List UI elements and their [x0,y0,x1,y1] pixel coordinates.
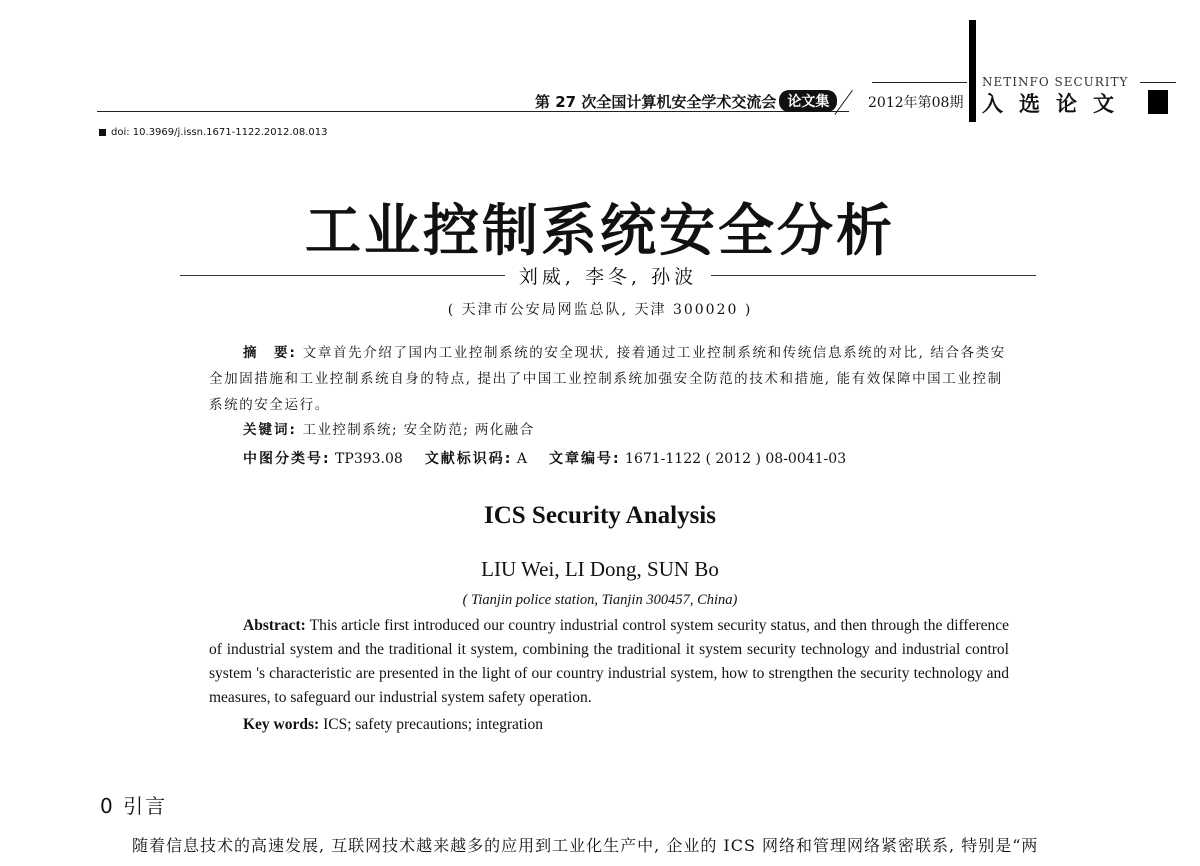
issue-number: 2012年第08期 [868,95,964,111]
document-code [425,448,527,468]
keywords-en [243,716,543,734]
header-rule-far-right [1140,82,1176,83]
keywords-en-text: ICS; safety precautions; integration [319,716,544,733]
doc-code-label: 文献标识码: [424,451,513,467]
keywords-cn [243,418,534,438]
classification-line [243,448,846,468]
clc-number [243,448,403,468]
authors-rule-left [180,275,505,276]
affiliation-cn: ( 天津市公安局网监总队, 天津 300020 ) [447,302,753,318]
conference-title: 第 27 次全国计算机安全学术交流会 [535,92,777,111]
clc-value: TP393.08 [330,451,403,467]
journal-brand: NETINFO SECURITY [982,75,1129,89]
section-heading: 0 引言 [100,794,168,818]
keywords-cn-text: 工业控制系统; 安全防范; 两化融合 [296,422,535,438]
authors-rule-right [711,275,1036,276]
doi-text: doi: 10.3969/j.issn.1671-1122.2012.08.013 [111,127,328,138]
header-vertical-bar [969,20,976,122]
paper-title-cn: 工业控制系统安全分析 [305,198,895,264]
abstract-cn [209,340,1009,418]
affiliation-en: ( Tianjin police station, Tianjin 300457, China) [462,592,738,608]
conference-name [535,90,837,112]
conference-badge: 论文集 [779,90,837,112]
section-label: 入选论文 [982,92,1130,116]
authors-row-cn [180,262,1036,289]
authors-cn: 刘威, 李冬, 孙波 [518,266,698,288]
abstract-cn-text: 文章首先介绍了国内工业控制系统的安全现状, 接着通过工业控制系统和传统信息系统的对比, 结合各类安全加固措施和工业控制系统自身的特点, 提出了中国工业控制系统加强安全防范的技术和措施, 能有效保障中国工业控制系统的安全运行。 [209,345,1006,413]
paper-title-en: ICS Security Analysis [484,502,716,529]
body-paragraph: 随着信息技术的高速发展, 互联网技术越来越多的应用到工业化生产中, 企业的 ICS 网络和管理网络紧密联系, 特别是“两 [132,836,1039,855]
abstract-en-text: This article first introduced our country industrial control system security status, and then through the difference of industrial system and the traditional it system, combining the traditional it system security technology and industrial control system 's characteristic are presented in the light of our country industrial system, how to strengthen the security technology and measures, to safeguard our industrial system safety operation. [209,617,1009,706]
abstract-en-label: Abstract: [243,617,306,634]
authors-en: LIU Wei, LI Dong, SUN Bo [481,557,719,581]
keywords-cn-label: 关键词: [243,422,297,438]
article-number-label: 文章编号: [548,451,621,467]
doi-square-icon [99,129,106,136]
abstract-cn-label: 摘 要: [243,345,297,361]
article-number [549,448,846,468]
clc-label: 中图分类号: [243,451,331,467]
keywords-en-label: Key words: [243,716,320,733]
doc-code-value: A [512,451,527,467]
header-rule-right [872,82,967,83]
header-black-block [1148,90,1168,114]
doi-line [99,127,328,138]
abstract-en [209,614,1009,710]
article-number-value: 1671-1122 ( 2012 ) 08-0041-03 [620,451,847,467]
